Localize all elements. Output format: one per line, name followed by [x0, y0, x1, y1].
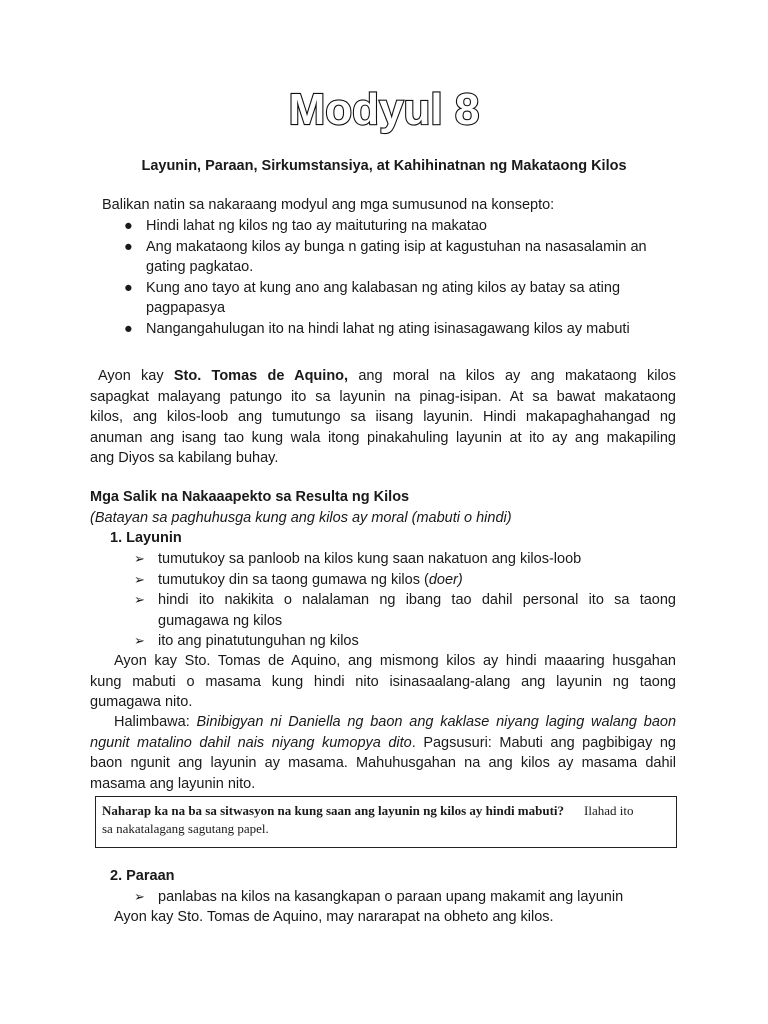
reflection-box: Naharap ka na ba sa sitwasyon na kung saan ang layunin ng kilos ay hindi mabuti? Ilahad ito sa nakatalagang sagutang papel. [95, 796, 677, 848]
list-item: ➢ panlabas na kilos na kasangkapan o paraan upang makamit ang layunin [134, 887, 676, 908]
layunin-paragraph: Ayon kay Sto. Tomas de Aquino, ang mismong kilos ay hindi maaaring husgahan kung mabuti o masama kung hindi nito isinasaalang-alang ang layunin ng taong gumagawa nito. [90, 653, 676, 710]
list-item: ➢ tumutukoy sa panloob na kilos kung saan nakatuon ang kilos-loob [134, 549, 676, 570]
list-item: ➢ ito ang pinatutunguhan ng kilos [134, 631, 676, 652]
module-title: Modyul 8 [288, 85, 480, 134]
aquinas-paragraph: Ayon kay Sto. Tomas de Aquino, ang moral na kilos ay ang makataong kilos sapagkat malayang patungo ito sa layunin na pinag-isipan. At sa bawat makataong kilos, ang kilos-loob ang tumutungo sa iisang layunin. Hindi makapaghahangad ng anuman ang isang tao kung wala itong pinakahuling layunin at ito ay ang makapiling ang Diyos sa kabilang buhay. [90, 368, 676, 466]
layunin-heading: 1. Layunin [110, 530, 182, 546]
arrow-bullet-icon: ➢ [134, 571, 145, 587]
disc-bullet-icon: ● [124, 218, 133, 234]
disc-bullet-icon: ● [124, 238, 133, 255]
paraan-paragraph: Ayon kay Sto. Tomas de Aquino, may nararapat na obheto ang kilos. [114, 909, 554, 925]
arrow-bullet-icon: ➢ [134, 592, 145, 607]
factors-subheading: (Batayan sa paghuhusga kung ang kilos ay moral (mabuti o hindi) [90, 510, 512, 526]
list-item: ● Ang makataong kilos ay bunga n gating isip at kagustuhan na nasasalamin an gating pagkatao. [124, 238, 647, 275]
list-item: ● Kung ano tayo at kung ano ang kalabasan ng ating kilos ay batay sa ating pagpapasya [124, 279, 621, 316]
module-subtitle: Layunin, Paraan, Sirkumstansiya, at Kahihinatnan ng Makataong Kilos [141, 158, 627, 174]
factors-heading: Mga Salik na Nakaaapekto sa Resulta ng Kilos [90, 489, 410, 505]
paraan-list [134, 887, 676, 908]
disc-bullet-icon: ● [124, 320, 133, 337]
layunin-list [134, 549, 676, 652]
disc-bullet-icon: ● [124, 279, 133, 296]
example-paragraph: Halimbawa: Binibigyan ni Daniella ng baon ang kaklase niyang laging walang baon ngunit matalino dahil nais niyang kumopya dito. Pagsusuri: Mabuti ang pagbibigay ng baon ngunit ang layunin ay masama. Mahuhusgahan na ang kilos ay masama dahil masama ang layunin nito. [90, 714, 677, 792]
list-item: ➢ tumutukoy din sa taong gumawa ng kilos (doer) [134, 570, 676, 591]
arrow-bullet-icon: ➢ [134, 633, 145, 648]
intro-text: Balikan natin sa nakaraang modyul ang mga sumusunod na konsepto: [102, 197, 555, 213]
paraan-heading: 2. Paraan [110, 868, 175, 884]
arrow-bullet-icon: ➢ [134, 889, 145, 904]
list-item: ➢ hindi ito nakikita o nalalaman ng ibang tao dahil personal ito sa taong gumagawa ng kilos [134, 592, 676, 629]
list-item: ● Hindi lahat ng kilos ng tao ay maituturing na makatao [120, 216, 680, 237]
list-item: ● Nangangahulugan ito na hindi lahat ng ating isinasagawang kilos ay mabuti [120, 319, 680, 340]
concept-list [120, 216, 680, 339]
arrow-bullet-icon: ➢ [134, 551, 145, 566]
